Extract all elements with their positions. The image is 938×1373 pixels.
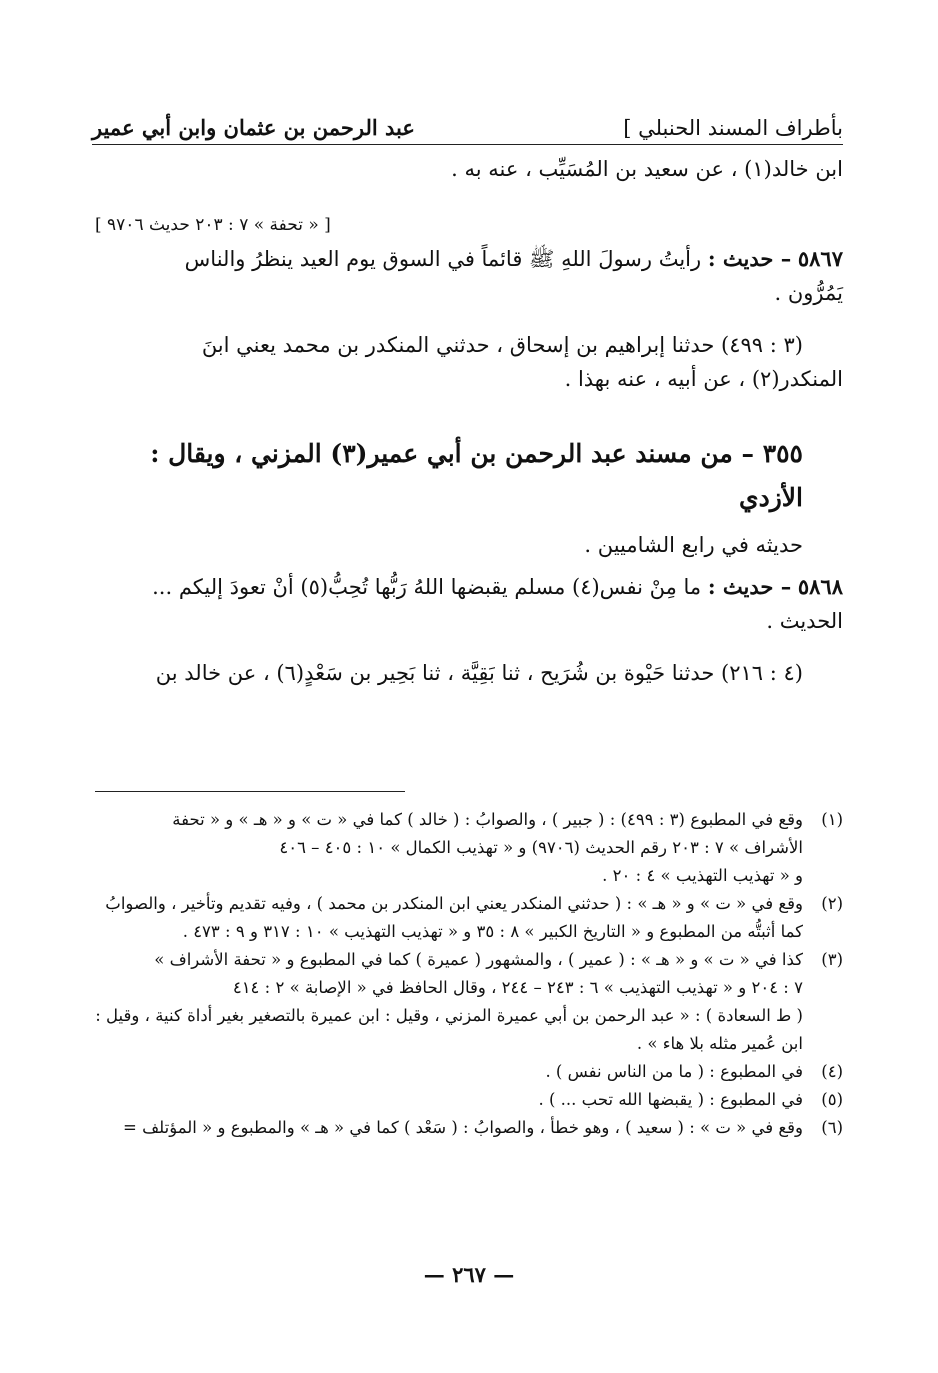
running-header	[92, 100, 843, 145]
hadith-text: ما مِنْ نفس(٤) مسلم يقبضها اللهُ رَبُّها تُحِبُّ(٥) أنْ تعودَ إليكم ...	[152, 575, 702, 599]
footnote-number: (١)	[821, 810, 843, 829]
hadith-label: – حديث :	[707, 246, 792, 271]
footnote-line: وقع في المطبوع (٣ : ٤٩٩) : ( جبير ) ، والصوابُ : ( خالد ) كما في « ت » و « هـ » و « تحفة	[172, 810, 803, 829]
footnote-1	[95, 806, 843, 890]
reference-tuhfa: [ « تحفة » ٧ : ٢٠٣ حديث ٩٧٠٦ ]	[95, 215, 331, 235]
footnote-5	[95, 1086, 843, 1114]
footnote-line: كذا في « ت » و « هـ » : ( عمير ) ، والمشهور ( عميرة ) كما في المطبوع و « تحفة الأشراف »	[154, 950, 803, 969]
hadith-number: ٥٨٦٧	[797, 246, 843, 271]
hadith-5868	[95, 570, 843, 604]
footnote-3	[95, 946, 843, 1058]
page-number: — ٢٦٧ —	[423, 1262, 515, 1287]
isnad-line: (٤ : ٢١٦) حدثنا حَيْوة بن شُرَيح ، ثنا بَقِيَّة ، ثنا بَحِير بن سَعْدٍ(٦) ، عن خالد بن	[155, 661, 803, 685]
header-chapter-title: عبد الرحمن بن عثمان وابن أبي عمير	[92, 115, 415, 140]
hadith-text: رأيتُ رسولَ اللهِ ﷺ قائماً في السوق يوم العيد ينظرُ والناس	[184, 247, 702, 271]
footnote-4	[95, 1058, 843, 1086]
footnote-2	[95, 890, 843, 946]
footnote-line: وقع في « ت » : ( سعيد ) ، وهو خطأ ، والصوابُ : ( سَعْد ) كما في « هـ » والمطبوع و « المؤتلف =	[123, 1118, 803, 1137]
footnote-number: (٢)	[821, 894, 843, 913]
footnote-line: ( ط السعادة ) : « عبد الرحمن بن أبي عميرة المزني ، وقيل : ابن عميرة بالتصغير بغير أداة كنية ، وقيل :	[95, 1006, 803, 1025]
footnote-line: في المطبوع : ( يقبضها الله تحب ... ) .	[538, 1090, 803, 1109]
footnote-number: (٥)	[821, 1090, 843, 1109]
hadith-text-continued: الحديث .	[766, 609, 843, 633]
hadith-number: ٥٨٦٨	[797, 574, 843, 599]
footnote-line: كما أثبتُّه من المطبوع و « التاريخ الكبير » ٨ : ٣٥ و « تهذيب التهذيب » ١٠ : ٣١٧ و ٩ : ٤٧٣ .	[182, 922, 803, 941]
footnote-line: ابن عُمير مثله بلا هاء » .	[636, 1034, 803, 1053]
footnote-line: وقع في « ت » و « هـ » : ( حدثني المنكدر يعني ابن المنكدر بن محمد ) ، وفيه تقديم وتأخير ، والصوابُ	[105, 894, 803, 913]
footnote-line: ٧ : ٢٠٤ و « تهذيب التهذيب » ٦ : ٢٤٣ – ٢٤٤ ، وقال الحافظ في « الإصابة » ٢ : ٤١٤	[232, 978, 803, 997]
footnote-number: (٦)	[821, 1118, 843, 1137]
paragraph: ابن خالد(١) ، عن سعيد بن المُسَيِّب ، عنه به .	[451, 157, 843, 181]
footnote-line: الأشراف » ٧ : ٢٠٣ رقم الحديث (٩٧٠٦) و « تهذيب الكمال » ١٠ : ٤٠٥ – ٤٠٦	[279, 838, 803, 857]
main-text	[95, 152, 843, 690]
section-note: حديثه في رابع الشاميين .	[584, 533, 803, 557]
footnote-divider	[95, 791, 405, 792]
isnad-line: المنكدر(٢) ، عن أبيه ، عنه بهذا .	[564, 367, 843, 391]
hadith-text-continued: يَمُرُّون .	[774, 281, 843, 305]
footnote-6	[95, 1114, 843, 1142]
footnote-number: (٤)	[821, 1062, 843, 1081]
isnad-line: (٣ : ٤٩٩) حدثنا إبراهيم بن إسحاق ، حدثني المنكدر بن محمد يعني ابنَ	[201, 333, 803, 357]
footnotes	[95, 806, 843, 1142]
hadith-5867	[95, 242, 843, 276]
header-book-title: بأطراف المسند الحنبلي ]	[623, 116, 843, 140]
footnote-number: (٣)	[821, 950, 843, 969]
hadith-label: – حديث :	[707, 574, 792, 599]
footnote-line: و « تهذيب التهذيب » ٤ : ٢٠ .	[602, 866, 803, 885]
footnote-line: في المطبوع : ( ما من الناس نفس ) .	[545, 1062, 803, 1081]
section-heading: ٣٥٥ – من مسند عبد الرحمن بن أبي عمير(٣) المزني ، ويقال : الأزدي	[150, 439, 803, 512]
